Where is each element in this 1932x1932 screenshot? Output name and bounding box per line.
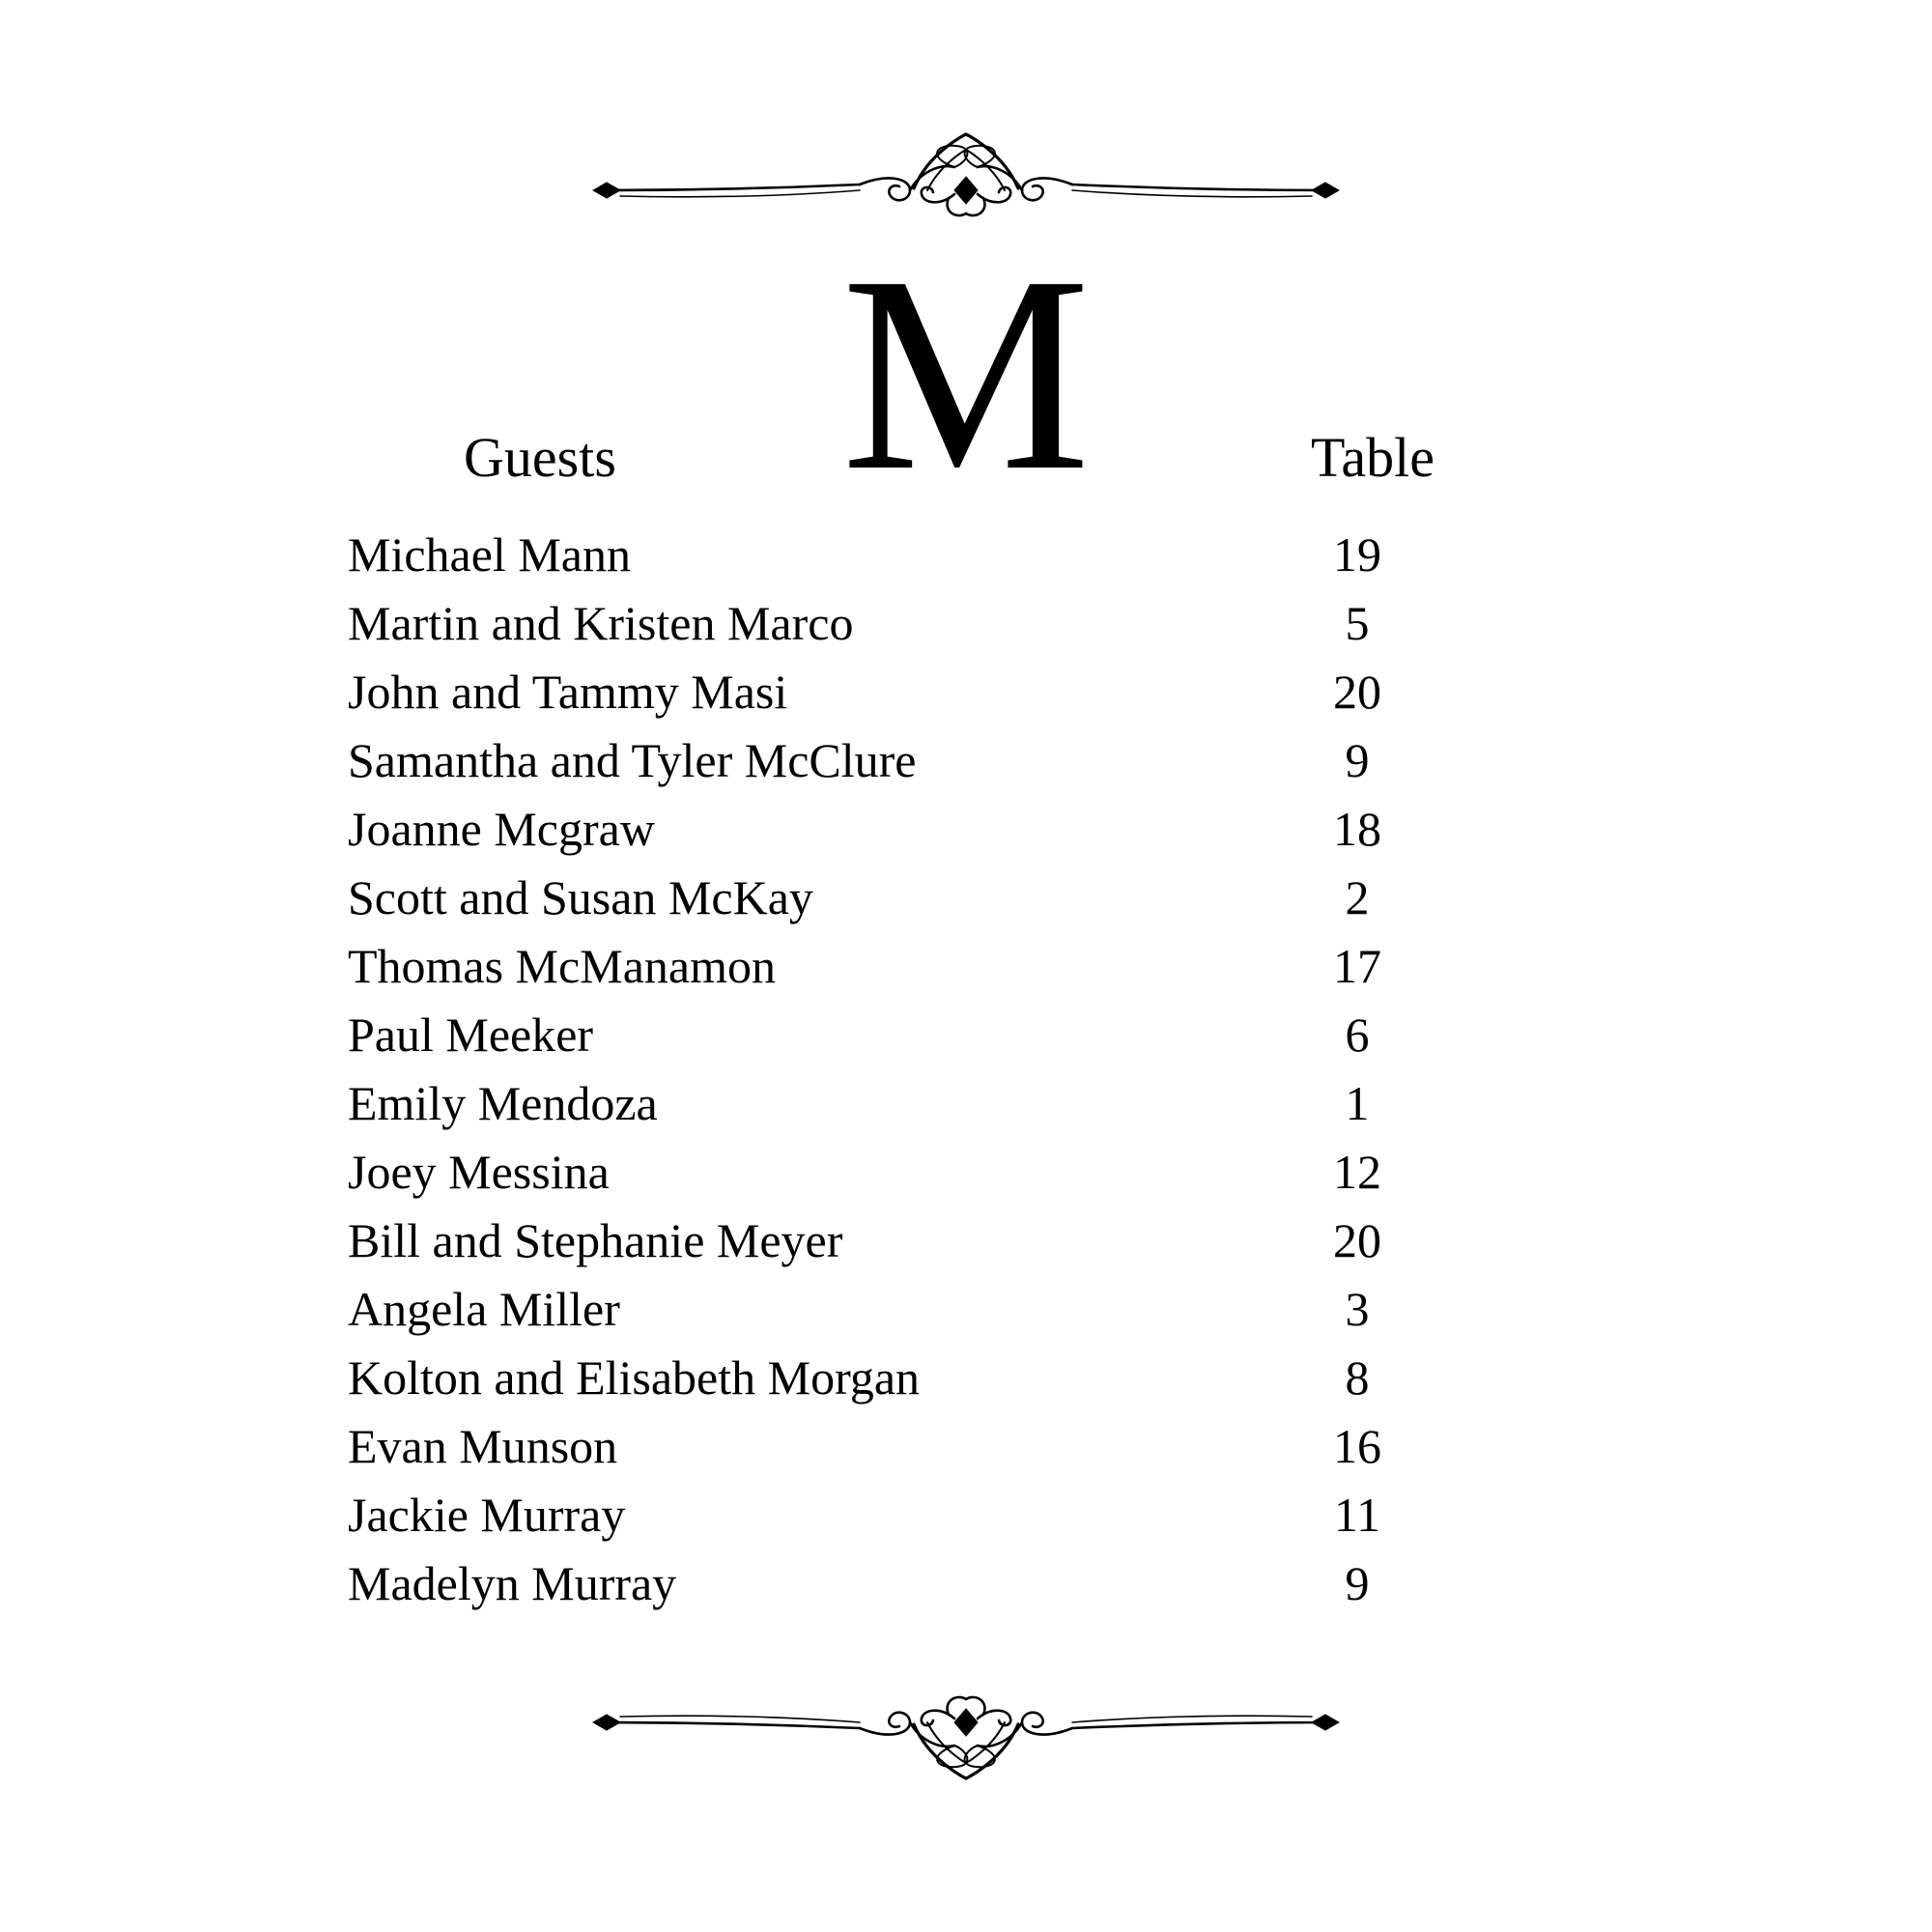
table-row — [348, 869, 1439, 938]
guest-name: Paul Meeker — [348, 1008, 594, 1062]
guest-name: Martin and Kristen Marco — [348, 596, 854, 650]
guest-name: Scott and Susan McKay — [348, 870, 813, 924]
table-number: 19 — [1333, 527, 1381, 582]
table-row — [348, 1350, 1439, 1418]
guest-name: Emily Mendoza — [348, 1076, 658, 1130]
guest-name: Thomas McManamon — [348, 939, 776, 993]
table-number: 20 — [1333, 1213, 1381, 1267]
guest-name: John and Tammy Masi — [348, 665, 788, 719]
guest-name: Samantha and Tyler McClure — [348, 733, 917, 787]
table-number: 3 — [1345, 1282, 1370, 1336]
table-row — [348, 664, 1439, 732]
monogram-letter: M — [841, 218, 1091, 528]
table-row — [348, 1418, 1439, 1487]
table-number: 6 — [1345, 1008, 1370, 1062]
table-row — [348, 801, 1439, 869]
flourish-divider-bottom-icon — [570, 1676, 1362, 1782]
table-row — [348, 1555, 1439, 1624]
column-headers — [319, 425, 1478, 502]
table-row — [348, 1075, 1439, 1144]
guest-name: Evan Munson — [348, 1419, 618, 1473]
guest-name: Angela Miller — [348, 1282, 620, 1336]
table-row — [348, 732, 1439, 801]
header-table: Table — [1311, 426, 1435, 489]
table-number: 9 — [1345, 1556, 1370, 1610]
table-number: 20 — [1333, 665, 1381, 719]
table-row — [348, 595, 1439, 664]
table-number: 8 — [1345, 1350, 1370, 1405]
guest-name: Kolton and Elisabeth Morgan — [348, 1350, 921, 1405]
guest-name: Jackie Murray — [348, 1488, 626, 1542]
table-number: 16 — [1333, 1419, 1381, 1473]
table-number: 17 — [1333, 939, 1381, 993]
table-number: 11 — [1333, 1488, 1381, 1542]
table-number: 5 — [1345, 596, 1370, 650]
table-row — [348, 1212, 1439, 1281]
header-guests: Guests — [464, 426, 616, 489]
table-number: 12 — [1333, 1145, 1381, 1199]
guest-name: Michael Mann — [348, 527, 631, 582]
table-row — [348, 1281, 1439, 1350]
guest-name: Madelyn Murray — [348, 1556, 677, 1610]
table-row — [348, 1487, 1439, 1555]
table-row — [348, 1007, 1439, 1075]
table-number: 2 — [1345, 870, 1370, 924]
table-row — [348, 526, 1439, 595]
table-row — [348, 938, 1439, 1007]
table-row — [348, 1144, 1439, 1212]
guest-list — [348, 526, 1439, 1624]
guest-name: Joanne Mcgraw — [348, 802, 655, 856]
table-number: 1 — [1345, 1076, 1370, 1130]
guest-name: Bill and Stephanie Meyer — [348, 1213, 843, 1267]
table-number: 18 — [1333, 802, 1381, 856]
table-number: 9 — [1345, 733, 1370, 787]
guest-name: Joey Messina — [348, 1145, 610, 1199]
